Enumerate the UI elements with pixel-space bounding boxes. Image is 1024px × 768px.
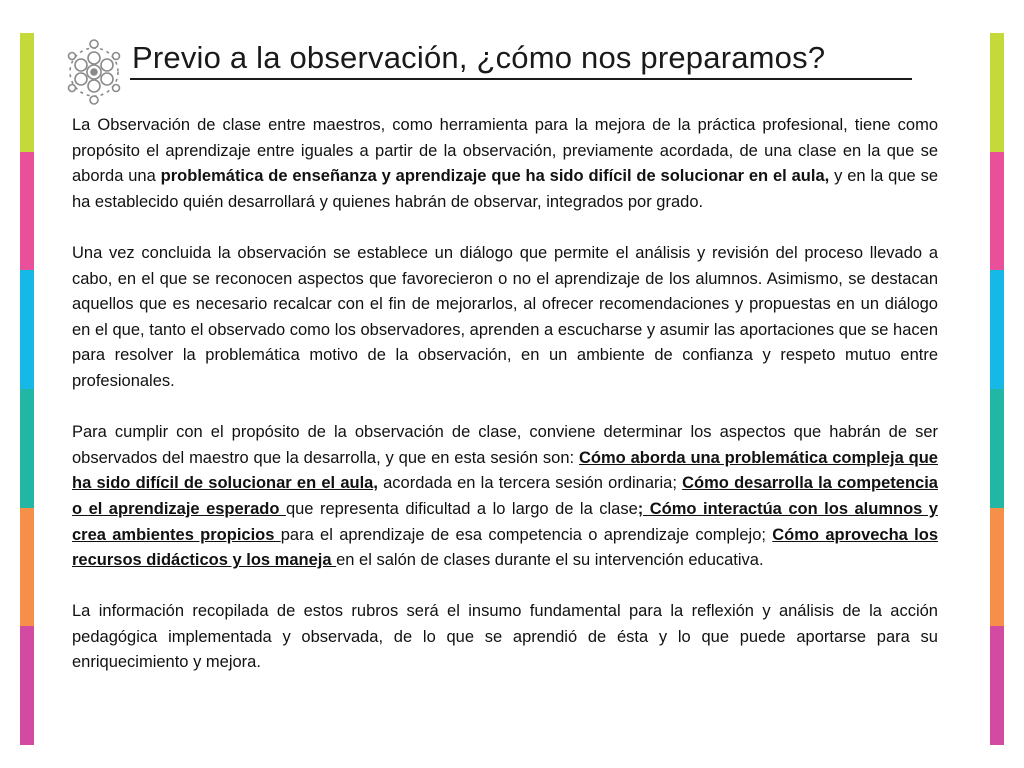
stripe-segment — [20, 152, 34, 271]
stripe-segment — [20, 270, 34, 389]
stripe-segment — [990, 33, 1004, 152]
paragraph-1 — [72, 113, 938, 215]
body-text — [72, 113, 938, 676]
paragraph-1-text: La Observación de clase entre maestros, como herramienta para la mejora de la práctica profesional, tiene como propósito el aprendizaje entre iguales a partir de la observación, previamente acordada, de una clase en la que se aborda una — [72, 116, 938, 186]
stripe-segment — [990, 270, 1004, 389]
stripe-segment — [990, 152, 1004, 271]
aspect-4: Cómo aprovecha los recursos didácticos y los maneja — [72, 525, 938, 570]
stripe-segment — [990, 508, 1004, 627]
left-color-stripe — [20, 33, 34, 745]
stripe-segment — [20, 389, 34, 508]
paragraph-4: La información recopilada de estos rubros será el insumo fundamental para la reflexión y análisis de la acción pedagógica implementada y observada, de lo que se aprendió de ésta y lo que puede aportarse para su enriquecimiento y mejora. — [72, 602, 938, 672]
paragraph-1-text-end: y en la que se ha establecido quién desarrollará y quienes habrán de observar, integrados por grado. — [72, 167, 939, 211]
stripe-segment — [20, 508, 34, 627]
title-underline — [130, 78, 912, 80]
paragraph-3-text: acordada en la tercera sesión ordinaria; — [377, 474, 683, 493]
stripe-segment — [990, 389, 1004, 508]
paragraph-3-text: en el salón de clases durante el su intervención educativa. — [336, 551, 764, 570]
page-title: Previo a la observación, ¿cómo nos preparamos? — [132, 40, 826, 75]
paragraph-2: Una vez concluida la observación se establece un diálogo que permite el análisis y revisión del proceso llevado a cabo, en el que se reconocen aspectos que favorecieron o no el aprendizaje de los alumnos. Asimismo, se destacan aquellos que es necesario recalcar con el fin de mejorarlos, al ofrecer recomendaciones y propuestas en un diálogo en el que, tanto el observado como los observadores, aprenden a escucharse y asumir las aportaciones que se hacen para resolver la problemática motivo de la observación, en un ambiente de confianza y respeto mutuo entre profesionales. — [72, 243, 938, 390]
stripe-segment — [20, 626, 34, 745]
right-color-stripe — [990, 33, 1004, 745]
paragraph-3-text: que representa dificultad a lo largo de la clase — [285, 499, 638, 518]
paragraph-1-bold: problemática de enseñanza y aprendizaje que ha sido difícil de solucionar en el aula, — [160, 167, 830, 186]
stripe-segment — [20, 33, 34, 152]
paragraph-3-text: para el aprendizaje de esa competencia o aprendizaje complejo; — [280, 525, 773, 544]
paragraph-3 — [72, 420, 938, 574]
aspect-2: Cómo desarrolla la competencia o el aprendizaje esperado — [72, 474, 938, 518]
stripe-segment — [990, 626, 1004, 745]
aspect-3: ; Cómo interactúa con los alumnos y crea ambientes propicios — [72, 499, 938, 544]
ornamental-flower-icon — [66, 36, 122, 108]
paragraph-3-text: Para cumplir con el propósito de la observación de clase, conviene determinar los aspectos que habrán de ser observados del maestro que la desarrolla, y que en esta sesión son: — [72, 423, 938, 467]
aspect-1: Cómo aborda una problemática compleja que ha sido difícil de solucionar en el aula, — [72, 448, 938, 493]
